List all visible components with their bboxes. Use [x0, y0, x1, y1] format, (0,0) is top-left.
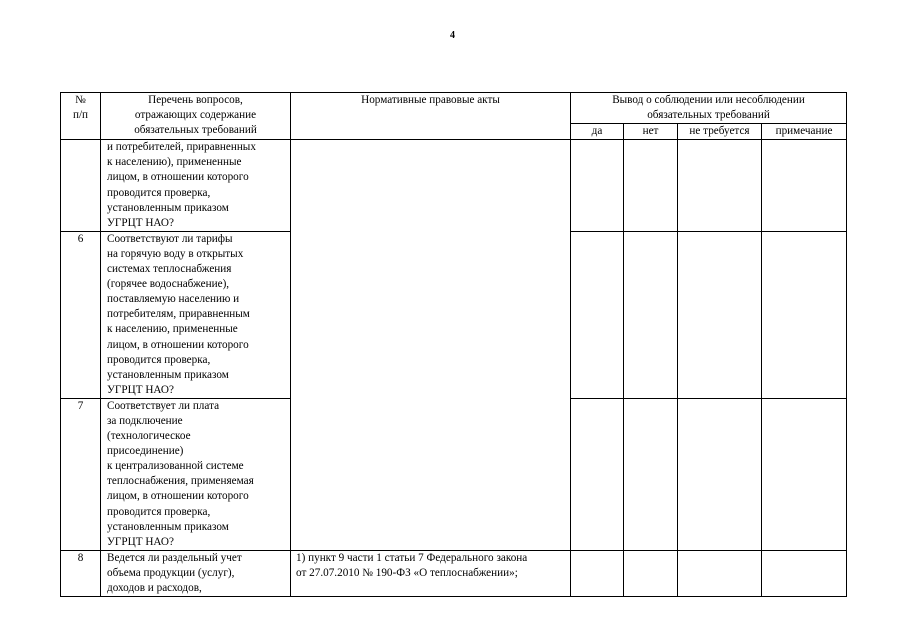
cell-not-required [678, 140, 762, 232]
cell-note [762, 398, 847, 550]
row-number: 7 [61, 398, 101, 550]
row-number [61, 140, 101, 232]
row-number: 8 [61, 550, 101, 596]
row-legal-acts [291, 140, 571, 551]
cell-no [624, 231, 678, 398]
header-legal-acts: Нормативные правовые акты [291, 93, 571, 140]
cell-no [624, 550, 678, 596]
header-questions: Перечень вопросов, отражающих содержание обязательных требований [101, 93, 291, 140]
table-row [61, 140, 847, 232]
cell-not-required [678, 550, 762, 596]
cell-yes [571, 550, 624, 596]
row-question: Ведется ли раздельный учет объема продукции (услуг), доходов и расходов, [101, 550, 291, 596]
cell-no [624, 140, 678, 232]
cell-note [762, 140, 847, 232]
header-number: № п/п [61, 93, 101, 140]
cell-no [624, 398, 678, 550]
cell-yes [571, 140, 624, 232]
header-not-required: не требуется [678, 124, 762, 140]
header-no: нет [624, 124, 678, 140]
row-number: 6 [61, 231, 101, 398]
row-question: Соответствуют ли тарифы на горячую воду в открытых системах теплоснабжения (горячее водоснабжение), поставляемую населению и потребителям, приравненным к населению, примененные лицом, в отношении которого проводится проверка, установленным приказом УГРЦТ НАО? [101, 231, 291, 398]
cell-note [762, 550, 847, 596]
row-question: и потребителей, приравненных к населению), примененные лицом, в отношении которого проводится проверка, установленным приказом УГРЦТ НАО? [101, 140, 291, 232]
cell-yes [571, 398, 624, 550]
page-number: 4 [450, 30, 455, 41]
table-row [61, 550, 847, 596]
row-question: Соответствует ли плата за подключение (технологическое присоединение) к централизованной системе теплоснабжения, применяемая лицом, в отношении которого проводится проверка, установленным приказом УГРЦТ НАО? [101, 398, 291, 550]
cell-note [762, 231, 847, 398]
header-conclusion: Вывод о соблюдении или несоблюдении обязательных требований [571, 93, 847, 124]
cell-yes [571, 231, 624, 398]
row-legal-acts: 1) пункт 9 части 1 статьи 7 Федерального закона от 27.07.2010 № 190-ФЗ «О теплоснабжении»; [291, 550, 571, 596]
header-note: примечание [762, 124, 847, 140]
checklist-table [60, 92, 847, 597]
cell-not-required [678, 398, 762, 550]
header-yes: да [571, 124, 624, 140]
cell-not-required [678, 231, 762, 398]
